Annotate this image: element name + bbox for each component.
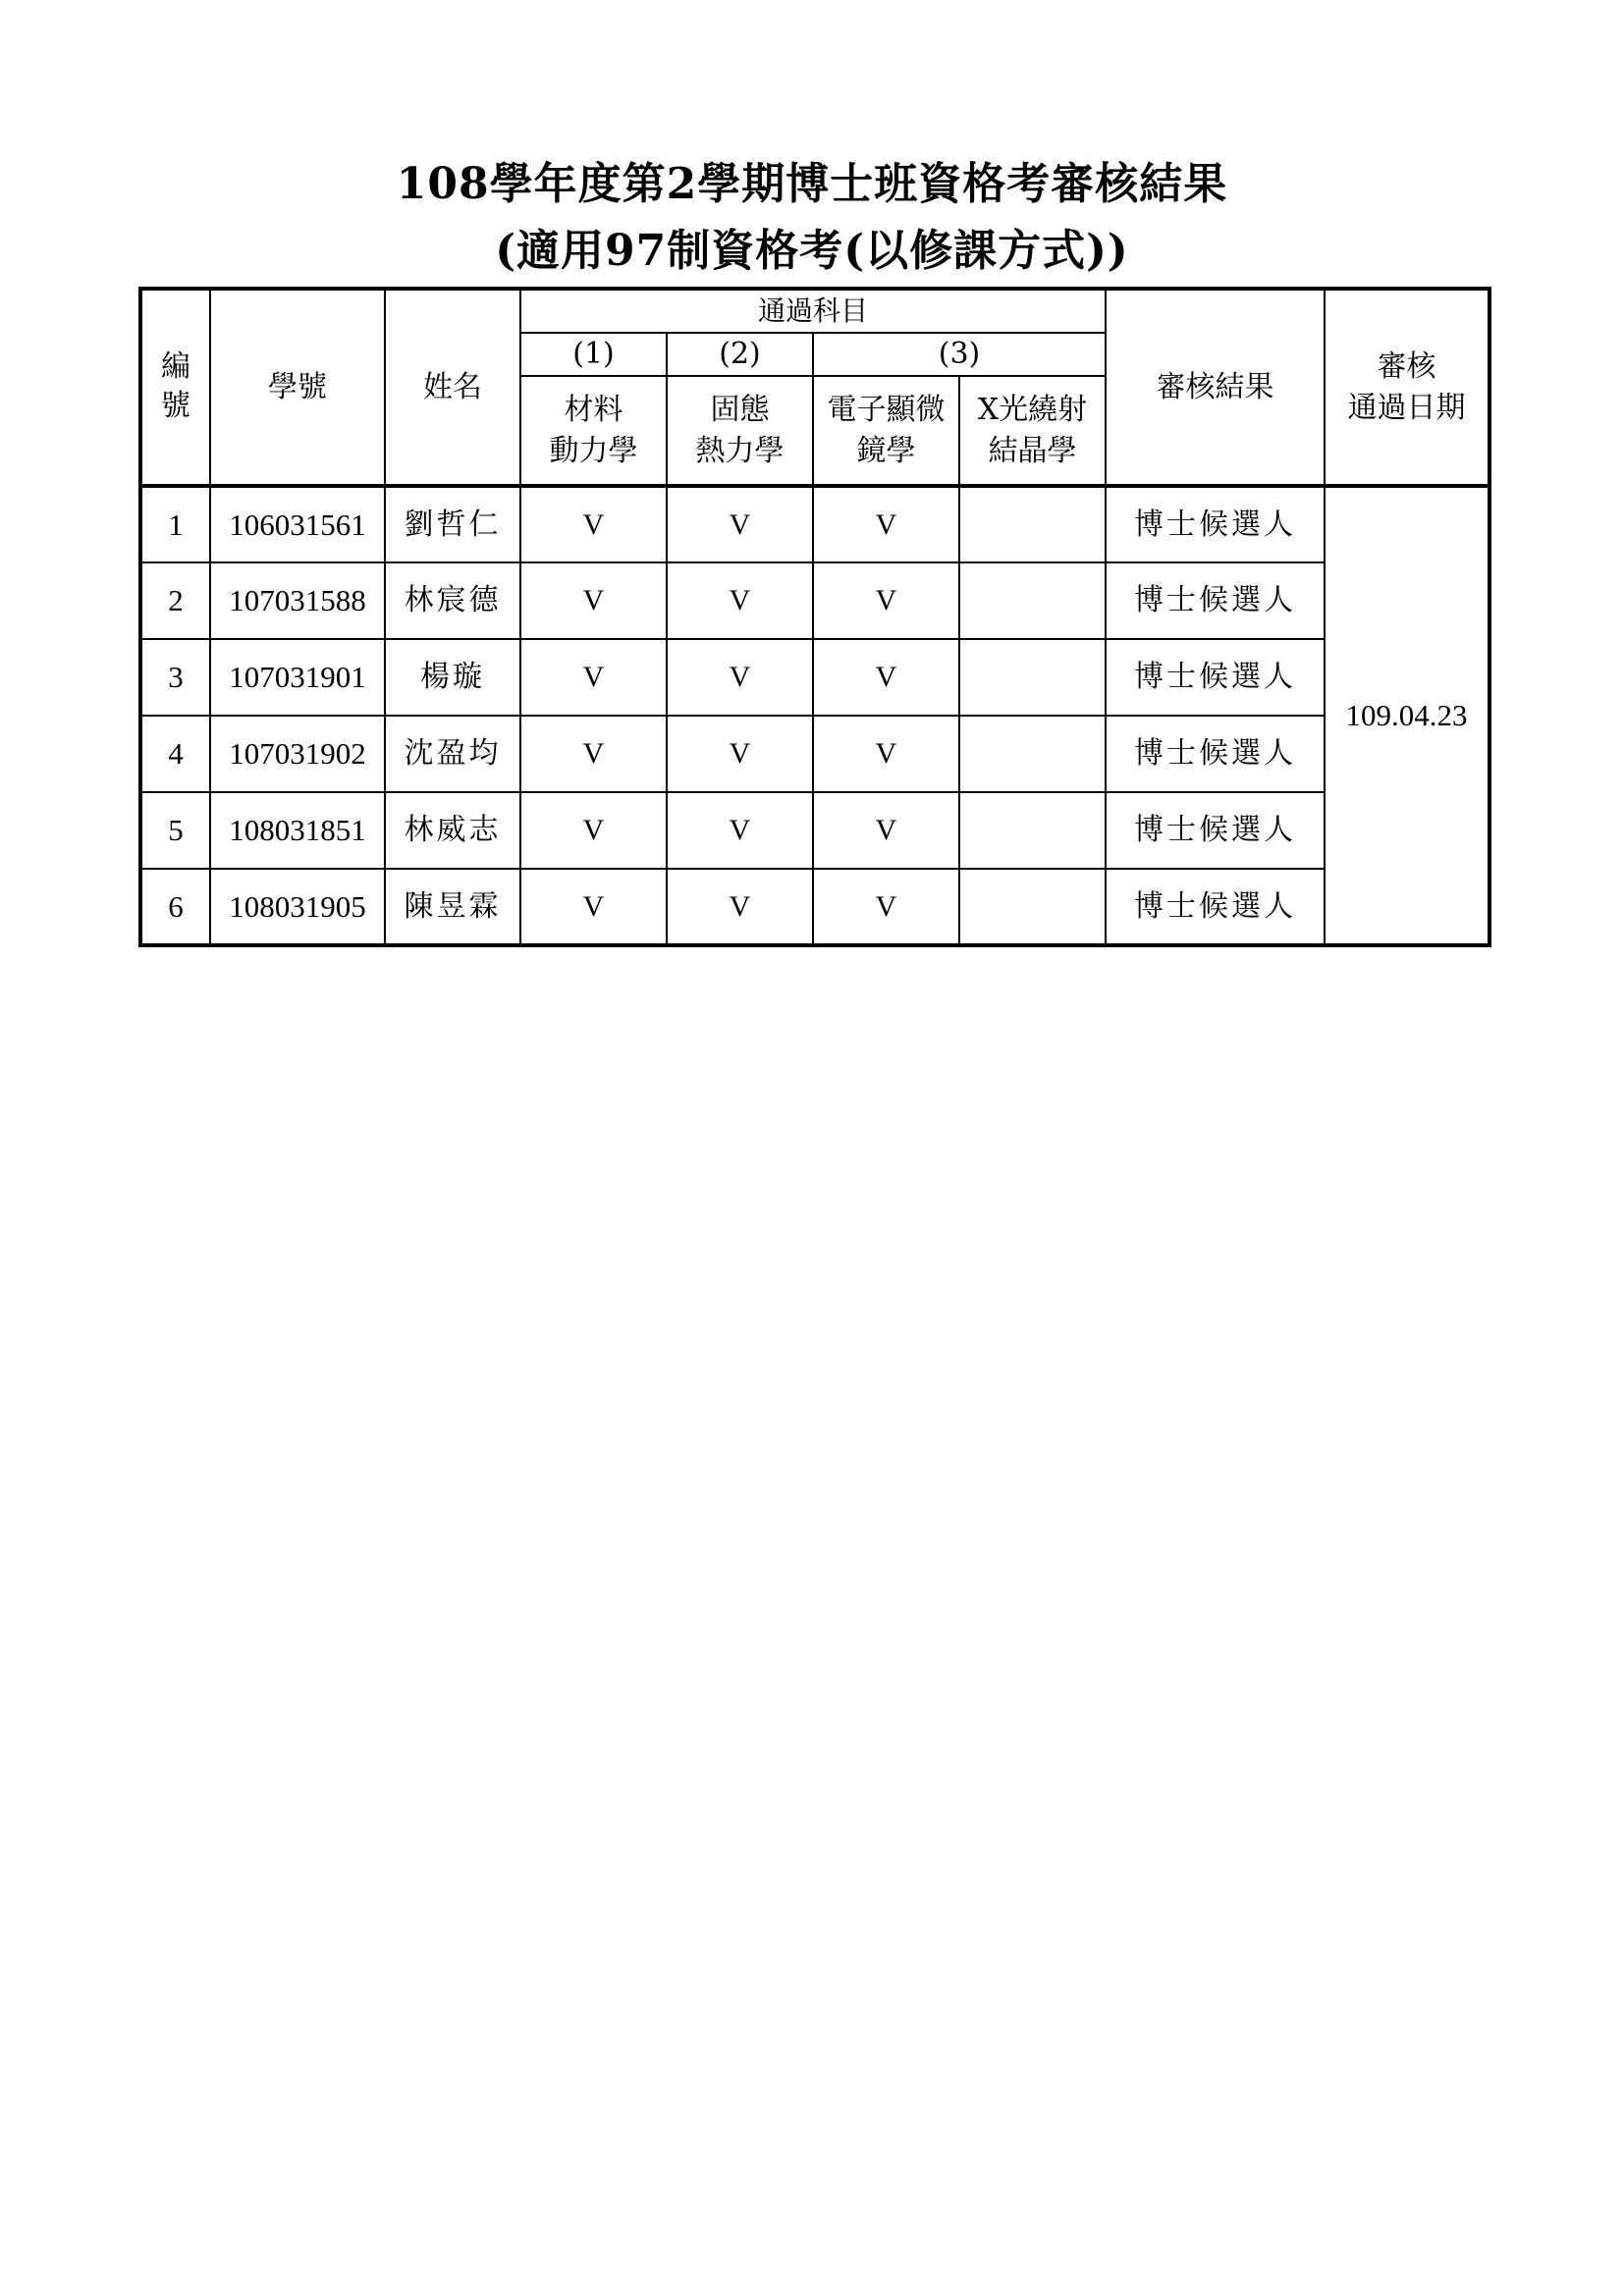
row-subject-3-mark: V [813,562,959,639]
header-group-3: (3) [813,333,1106,376]
row-subject-4-mark [959,869,1106,945]
row-subject-4-mark [959,486,1106,562]
row-subject-4-mark [959,562,1106,639]
row-student-id: 107031901 [210,639,385,716]
table-row [140,639,1489,716]
row-result: 博士候選人 [1106,562,1325,639]
row-index: 6 [140,869,210,945]
row-subject-2-mark: V [667,716,813,792]
row-subject-4-mark [959,716,1106,792]
row-index: 2 [140,562,210,639]
table-row [140,792,1489,869]
table-row [140,562,1489,639]
row-result: 博士候選人 [1106,716,1325,792]
header-subject-1: 材料 動力學 [520,376,667,486]
header-subject-3: 電子顯微 鏡學 [813,376,959,486]
row-subject-3-mark: V [813,486,959,562]
table-row [140,716,1489,792]
row-name: 劉哲仁 [385,486,520,562]
row-student-id: 108031905 [210,869,385,945]
table-row [140,486,1489,562]
row-subject-3-mark: V [813,792,959,869]
row-subject-1-mark: V [520,639,667,716]
row-name: 沈盈均 [385,716,520,792]
row-subject-4-mark [959,792,1106,869]
row-subject-2-mark: V [667,639,813,716]
row-subject-2-mark: V [667,486,813,562]
row-student-id: 108031851 [210,792,385,869]
row-subject-1-mark: V [520,716,667,792]
header-group-1: (1) [520,333,667,376]
row-subject-2-mark: V [667,792,813,869]
row-index: 1 [140,486,210,562]
header-student-id: 學號 [210,289,385,486]
header-subject-4: X光繞射 結晶學 [959,376,1106,486]
document-title: 108學年度第2學期博士班資格考審核結果 [396,159,1228,209]
row-subject-1-mark: V [520,486,667,562]
header-group-2: (2) [667,333,813,376]
header-passed-subjects: 通過科目 [520,289,1106,333]
row-subject-1-mark: V [520,869,667,945]
row-subject-1-mark: V [520,562,667,639]
results-table [138,287,1491,947]
row-subject-1-mark: V [520,792,667,869]
header-approval-date: 審核 通過日期 [1325,289,1489,486]
approval-date: 109.04.23 [1325,486,1489,945]
row-subject-3-mark: V [813,716,959,792]
row-subject-3-mark: V [813,869,959,945]
table-row [140,869,1489,945]
row-name: 陳昱霖 [385,869,520,945]
row-index: 5 [140,792,210,869]
row-subject-3-mark: V [813,639,959,716]
row-subject-2-mark: V [667,562,813,639]
header-index: 編號 [140,289,210,486]
row-result: 博士候選人 [1106,792,1325,869]
row-index: 4 [140,716,210,792]
header-subject-2: 固態 熱力學 [667,376,813,486]
row-subject-2-mark: V [667,869,813,945]
row-name: 林威志 [385,792,520,869]
row-result: 博士候選人 [1106,869,1325,945]
header-name: 姓名 [385,289,520,486]
row-student-id: 107031902 [210,716,385,792]
row-name: 楊璇 [385,639,520,716]
header-result: 審核結果 [1106,289,1325,486]
row-result: 博士候選人 [1106,639,1325,716]
row-student-id: 107031588 [210,562,385,639]
row-subject-4-mark [959,639,1106,716]
row-student-id: 106031561 [210,486,385,562]
document-subtitle: (適用97制資格考(以修課方式)) [495,226,1129,276]
row-name: 林宸德 [385,562,520,639]
row-index: 3 [140,639,210,716]
row-result: 博士候選人 [1106,486,1325,562]
